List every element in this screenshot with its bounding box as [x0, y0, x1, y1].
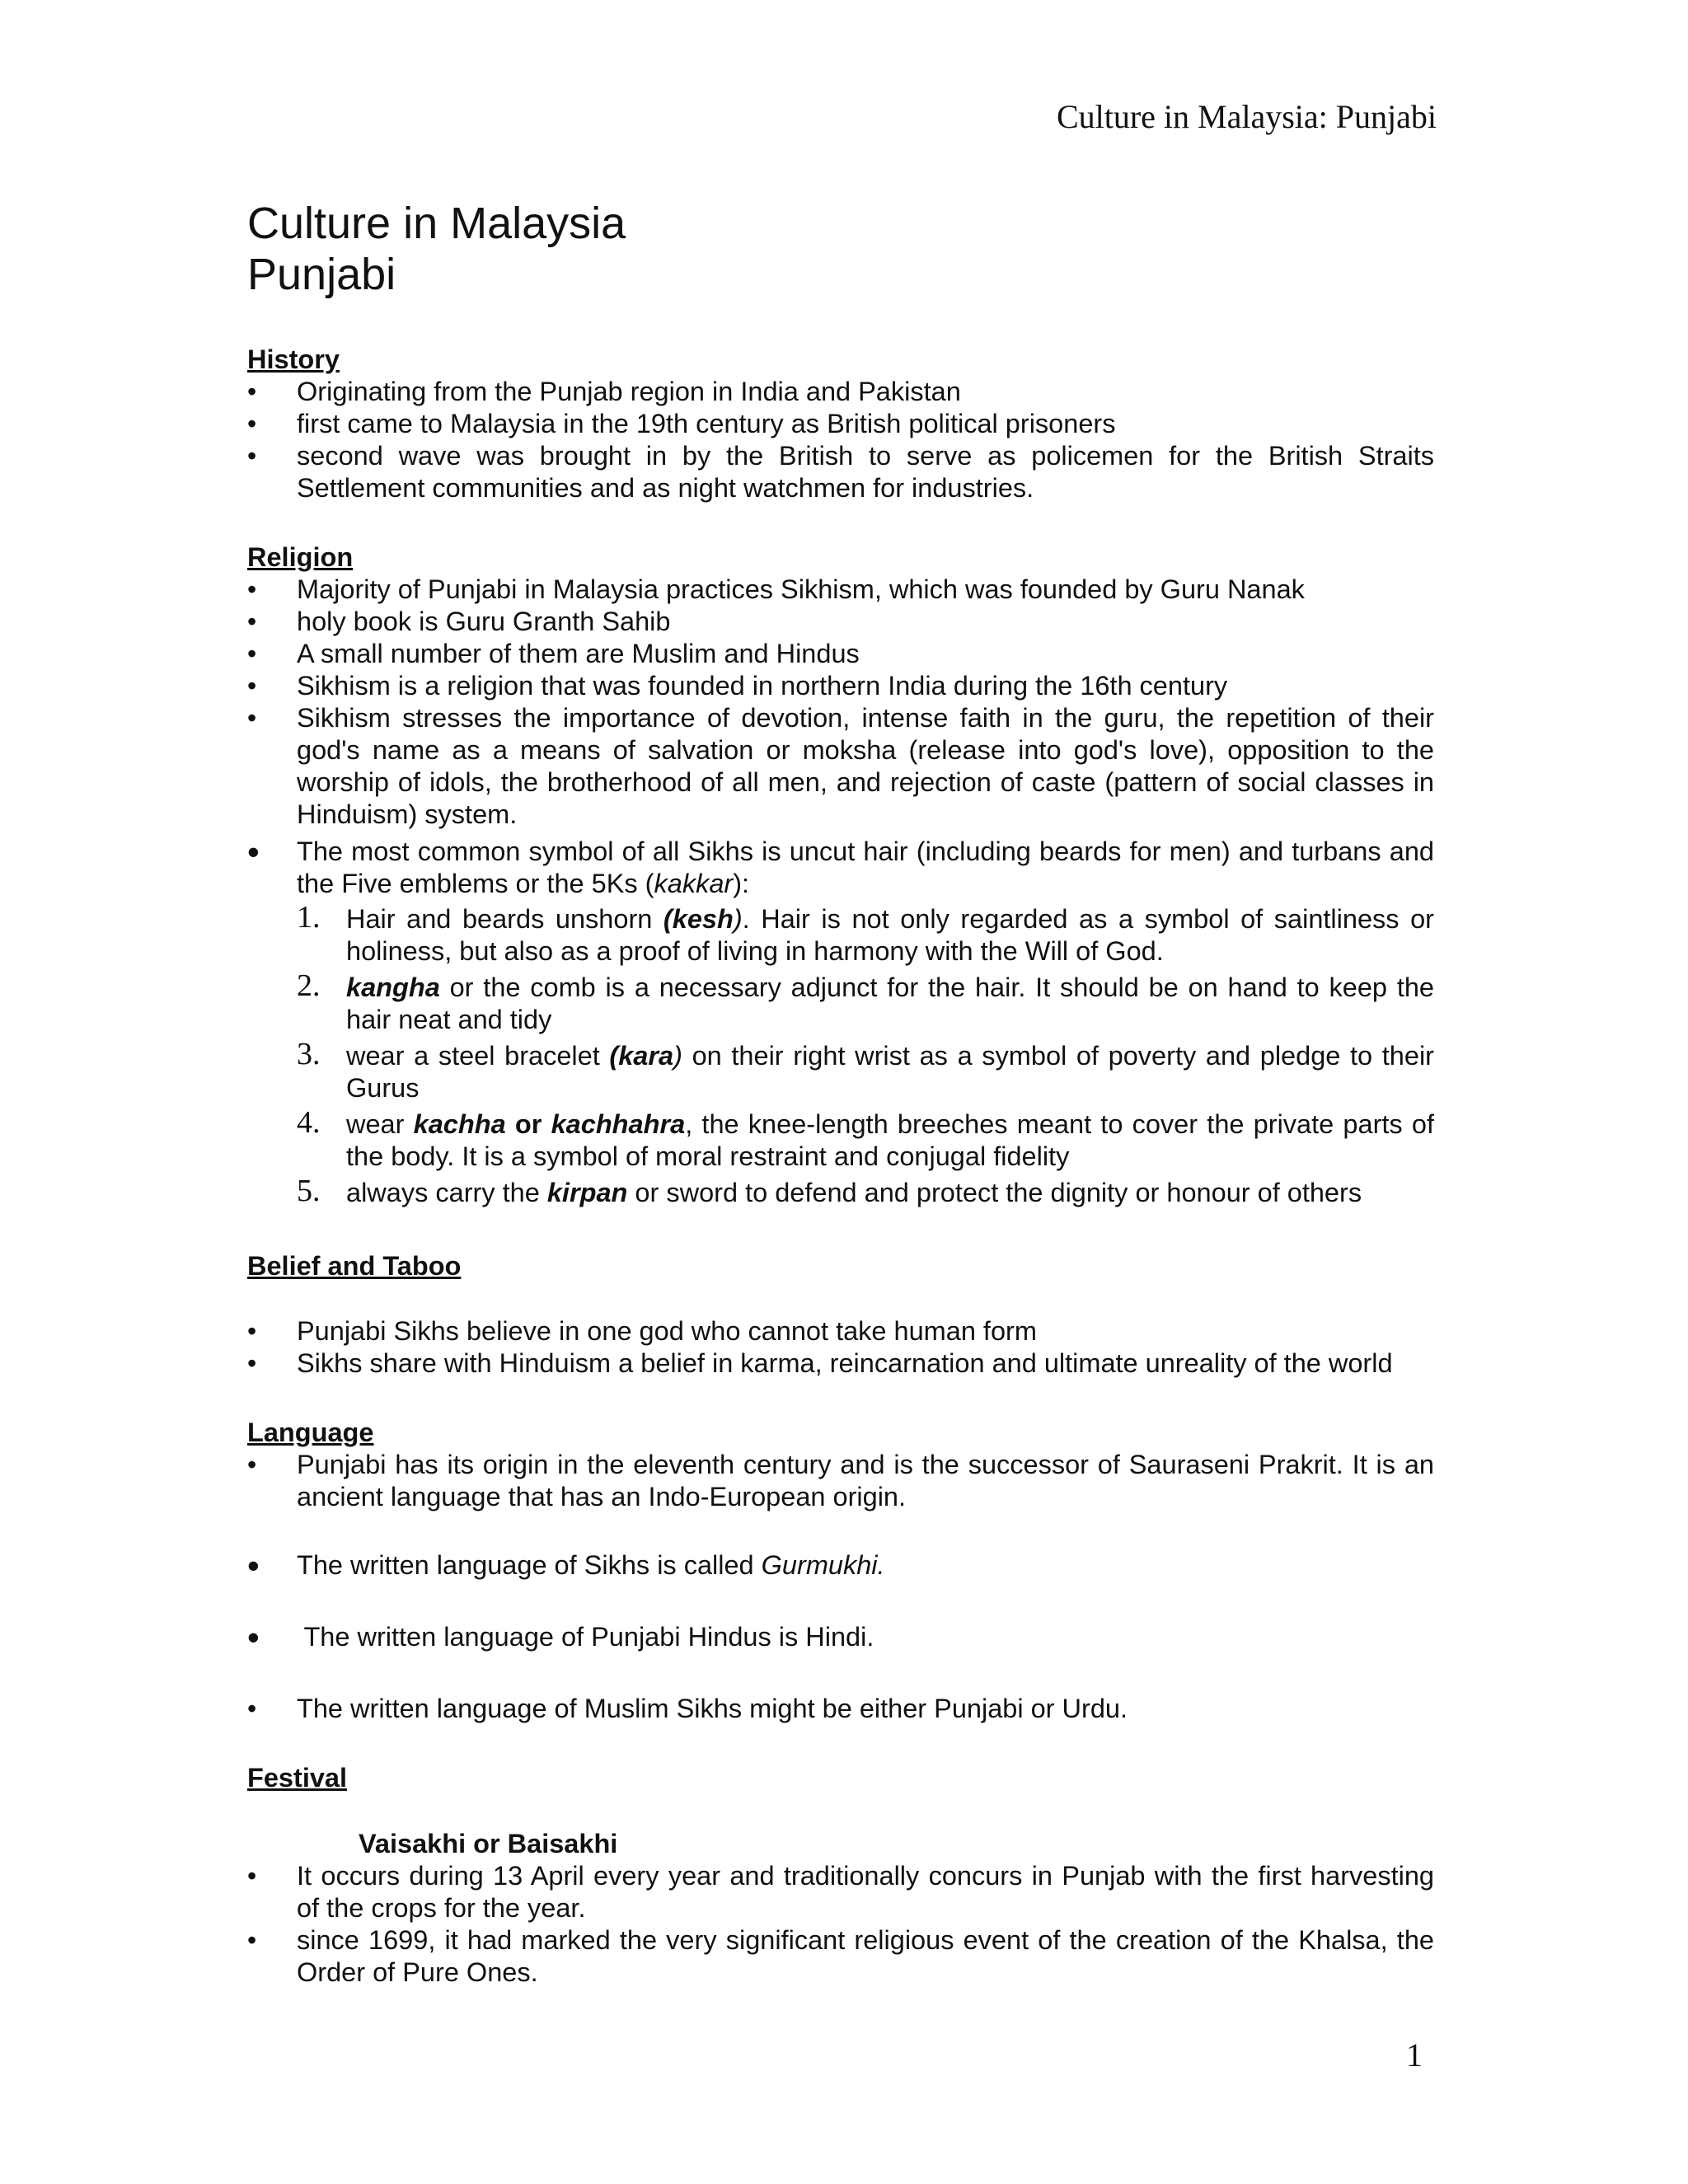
belief-list — [247, 1315, 1434, 1380]
item-text: always carry the — [346, 1178, 547, 1207]
list-item: • Punjabi Sikhs believe in one god who cannot take human form — [247, 1315, 1434, 1347]
item-text: . Hair is not only regarded as a symbol of saintliness or holiness, but also as a proof of living in harmony with the Will of God. — [346, 904, 1434, 966]
list-item: • Majority of Punjabi in Malaysia practices Sikhism, which was founded by Guru Nanak — [247, 574, 1434, 606]
list-item: • A small number of them are Muslim and Hindus — [247, 638, 1434, 670]
kakkar-item — [297, 1105, 1434, 1173]
kachha-term: kachha — [413, 1109, 506, 1139]
item-text: wear — [346, 1109, 414, 1139]
list-item: • Sikhism is a religion that was founded in northern India during the 16th century — [247, 670, 1434, 702]
title-line-1: Culture in Malaysia — [247, 199, 626, 248]
list-item: • Sikhs share with Hinduism a belief in karma, reincarnation and ultimate unreality of the world — [247, 1347, 1434, 1380]
religion-section — [247, 541, 1434, 1209]
item-text: or — [505, 1109, 551, 1139]
belief-section — [247, 1249, 1434, 1380]
five-ks-text-end: ): — [733, 869, 750, 898]
festival-heading: Festival — [247, 1763, 348, 1793]
kakkar-item — [297, 1174, 1434, 1209]
history-section — [247, 343, 1434, 504]
item-text: ) — [733, 904, 743, 934]
spacer — [247, 1582, 1434, 1621]
kachhahra-term: kachhahra — [551, 1109, 686, 1139]
spacer — [247, 1653, 1434, 1693]
kara-term: (kara — [609, 1041, 674, 1071]
belief-heading: Belief and Taboo — [247, 1251, 462, 1281]
title-line-2: Punjabi — [247, 250, 396, 299]
item-text: wear a steel bracelet — [346, 1041, 610, 1071]
history-list — [247, 376, 1434, 504]
document-title — [247, 198, 1434, 300]
item-number: 2. — [297, 968, 321, 1003]
five-ks-text: The most common symbol of all Sikhs is uncut hair (including beards for men) and turbans and the Five emblems or the 5Ks ( — [297, 837, 1434, 898]
list-item-five-ks — [247, 836, 1434, 1209]
gurmukhi-term: Gurmukhi. — [761, 1550, 885, 1580]
list-item: • holy book is Guru Granth Sahib — [247, 606, 1434, 638]
festival-name: Vaisakhi or Baisakhi — [359, 1829, 618, 1858]
language-section — [247, 1416, 1434, 1725]
item-text: on their right wrist as a symbol of poverty and pledge to their Gurus — [346, 1041, 1434, 1103]
list-item — [247, 1549, 1434, 1582]
item-number: 3. — [297, 1037, 321, 1071]
kirpan-term: kirpan — [546, 1178, 628, 1207]
kangha-term: kangha — [346, 972, 440, 1002]
list-item: • Originating from the Punjab region in India and Pakistan — [247, 376, 1434, 408]
list-item: • The written language of Punjabi Hindus is Hindi. — [247, 1621, 1434, 1653]
item-text: , the knee-length breeches meant to cover the private parts of the body. It is a symbol of moral restraint and conjugal fidelity — [346, 1109, 1434, 1171]
list-item: • since 1699, it had marked the very significant religious event of the creation of the Khalsa, the Order of Pure Ones. — [247, 1924, 1434, 1989]
kakkar-item — [297, 1037, 1434, 1104]
kakkar-item — [297, 968, 1434, 1036]
item-text: The written language of Sikhs is called — [297, 1550, 762, 1580]
religion-list — [247, 574, 1434, 1209]
list-item: • Punjabi has its origin in the eleventh century and is the successor of Sauraseni Prakrit. It is an ancient language that has an Indo-European origin. — [247, 1449, 1434, 1513]
item-text: Hair and beards unshorn — [346, 904, 663, 934]
item-number: 1. — [297, 900, 321, 935]
item-number: 5. — [297, 1174, 321, 1208]
running-header: Culture in Malaysia: Punjabi — [1056, 98, 1437, 135]
kesh-term: (kesh — [663, 904, 734, 934]
language-list — [247, 1449, 1434, 1725]
spacer — [247, 1513, 1434, 1549]
list-item: • The written language of Muslim Sikhs might be either Punjabi or Urdu. — [247, 1693, 1434, 1725]
page-number: 1 — [1406, 2036, 1423, 2074]
festival-section — [247, 1761, 1434, 1989]
religion-heading: Religion — [247, 542, 354, 572]
history-heading: History — [247, 344, 340, 374]
item-number: 4. — [297, 1105, 321, 1140]
item-text: or the comb is a necessary adjunct for the hair. It should be on hand to keep the hair neat and tidy — [346, 972, 1434, 1034]
list-item: • It occurs during 13 April every year and traditionally concurs in Punjab with the first harvesting of the crops for the year. — [247, 1860, 1434, 1924]
language-heading: Language — [247, 1418, 374, 1447]
document-body — [247, 198, 1434, 1989]
list-item: • second wave was brought in by the British to serve as policemen for the British Straits Settlement communities and as night watchmen for industries. — [247, 440, 1434, 504]
kakkar-list — [297, 900, 1434, 1209]
item-text: ) — [673, 1041, 682, 1071]
item-text: or sword to defend and protect the dignity or honour of others — [627, 1178, 1362, 1207]
festival-list — [247, 1860, 1434, 1989]
kakkar-item — [297, 900, 1434, 968]
kakkar-term: kakkar — [654, 869, 734, 898]
list-item: • Sikhism stresses the importance of devotion, intense faith in the guru, the repetition of their god's name as a means of salvation or moksha (release into god's love), opposition to the worship of idols, the brotherhood of all men, and rejection of caste (pattern of social classes in Hinduism) system. — [247, 702, 1434, 831]
list-item: • first came to Malaysia in the 19th century as British political prisoners — [247, 408, 1434, 440]
